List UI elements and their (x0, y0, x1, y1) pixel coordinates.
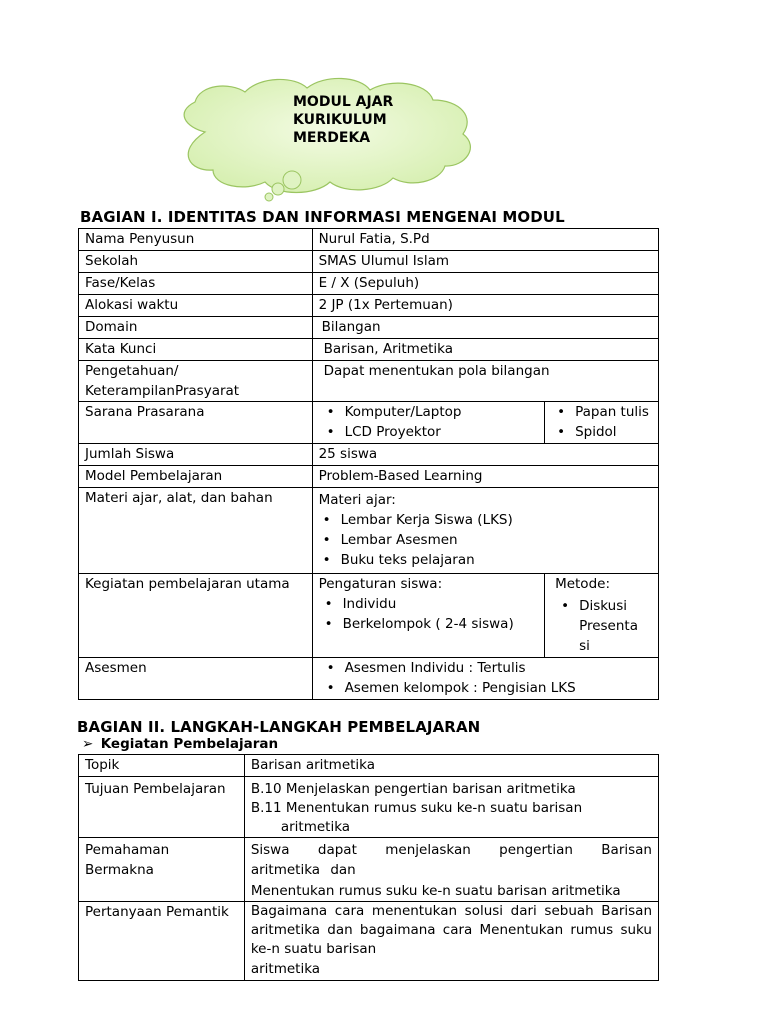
row-value (244, 838, 658, 902)
row-value: 25 siswa (312, 444, 658, 466)
objective-item (251, 779, 652, 799)
objective-text: Menjelaskan pengertian barisan aritmetika (285, 781, 576, 797)
objective-code: B.10 (250, 781, 282, 797)
row-label: Materi ajar, alat, dan bahan (79, 488, 313, 574)
row-label: Pertanyaan Pemantik (79, 902, 245, 981)
list-item: • Papan tulis (575, 402, 652, 422)
row-value (312, 574, 545, 658)
table-row (79, 229, 659, 251)
paragraph: aritmetika (250, 961, 321, 977)
cell-heading: Metode: (555, 576, 610, 592)
module-title (293, 93, 453, 147)
label-line: Pengetahuan/ (85, 363, 179, 379)
table-row (79, 295, 659, 317)
list-item: • Asemen kelompok : Pengisian LKS (345, 678, 652, 698)
table-row (79, 339, 659, 361)
row-label: Jumlah Siswa (79, 444, 313, 466)
objective-item (251, 799, 652, 837)
list-item: • Individu (343, 594, 539, 614)
row-label: Kegiatan pembelajaran utama (79, 574, 313, 658)
table-row (79, 902, 659, 981)
list-item-text: si (579, 638, 590, 654)
table-row (79, 402, 659, 444)
table-row (79, 755, 659, 777)
list-item: • Berkelompok ( 2-4 siswa) (343, 614, 539, 634)
row-value: 2 JP (1x Pertemuan) (312, 295, 658, 317)
activities-subheading (82, 736, 278, 752)
list-item: • LCD Proyektor (345, 422, 539, 442)
row-value: Barisan aritmetika (244, 755, 658, 777)
row-label (79, 361, 313, 402)
list-item: • Lembar Asesmen (341, 530, 652, 550)
table-row (79, 444, 659, 466)
row-value: Barisan, Aritmetika (312, 339, 658, 361)
row-label: Sekolah (79, 251, 313, 273)
learning-steps-table (78, 754, 659, 981)
arrow-bullet-icon: ➢ (82, 736, 94, 752)
objective-code: B.11 (250, 800, 282, 816)
subheading-text: Kegiatan Pembelajaran (100, 736, 279, 752)
row-value (244, 777, 658, 838)
table-row (79, 658, 659, 700)
row-value (244, 902, 658, 981)
row-value (312, 488, 658, 574)
row-value (545, 574, 659, 658)
identity-table (78, 228, 659, 700)
paragraph: Bagaimana cara menentukan solusi dari sebuah Barisan aritmetika dan bagaimana cara Menentukan rumus suku ke-n suatu barisan (250, 903, 652, 957)
row-label: Sarana Prasarana (79, 402, 313, 444)
title-line: MERDEKA (293, 130, 371, 146)
label-line: Bermakna (85, 862, 154, 878)
row-label: Tujuan Pembelajaran (79, 777, 245, 838)
list-item (579, 616, 652, 636)
list-item: • Diskusi (579, 596, 652, 616)
row-value (312, 658, 658, 700)
row-value: Nurul Fatia, S.Pd (312, 229, 658, 251)
paragraph: Menentukan rumus suku ke-n suatu barisan aritmetika (250, 883, 621, 899)
table-row (79, 251, 659, 273)
row-value (545, 402, 659, 444)
table-row (79, 777, 659, 838)
list-item: • Buku teks pelajaran (341, 550, 652, 570)
section2-heading: BAGIAN II. LANGKAH-LANGKAH PEMBELAJARAN (77, 718, 481, 736)
row-label: Asesmen (79, 658, 313, 700)
row-label: Fase/Kelas (79, 273, 313, 295)
label-line: Pemahaman (85, 842, 170, 858)
list-item: • Spidol (575, 422, 652, 442)
row-value: SMAS Ulumul Islam (312, 251, 658, 273)
paragraph: Siswa dapat menjelaskan pengertian Barisan aritmetika dan (250, 842, 652, 878)
list-item: • Asesmen Individu : Tertulis (345, 658, 652, 678)
title-line: KURIKULUM (293, 112, 387, 128)
row-label (79, 838, 245, 902)
row-value: Dapat menentukan pola bilangan (312, 361, 658, 402)
list-item-text: Presenta (579, 618, 638, 634)
row-label: Domain (79, 317, 313, 339)
list-item: • Lembar Kerja Siswa (LKS) (341, 510, 652, 530)
table-row (79, 317, 659, 339)
title-line: MODUL AJAR (293, 94, 394, 110)
row-value: Bilangan (312, 317, 658, 339)
label-line: KeterampilanPrasyarat (85, 383, 240, 399)
list-item (579, 636, 652, 656)
row-label: Nama Penyusun (79, 229, 313, 251)
row-value: E / X (Sepuluh) (312, 273, 658, 295)
row-value (312, 402, 545, 444)
cell-heading: Pengaturan siswa: (318, 576, 443, 592)
row-label: Model Pembelajaran (79, 466, 313, 488)
objective-text: Menentukan rumus suku ke-n suatu barisan (285, 800, 583, 816)
row-label: Alokasi waktu (79, 295, 313, 317)
row-label: Kata Kunci (79, 339, 313, 361)
table-row (79, 273, 659, 295)
section1-heading: BAGIAN I. IDENTITAS DAN INFORMASI MENGENAI MODUL (80, 208, 565, 226)
table-row (79, 838, 659, 902)
row-value: Problem-Based Learning (312, 466, 658, 488)
list-item: • Komputer/Laptop (345, 402, 539, 422)
cell-heading: Materi ajar: (318, 492, 396, 508)
objective-cont: aritmetika (280, 819, 351, 835)
table-row (79, 488, 659, 574)
table-row (79, 361, 659, 402)
table-row (79, 574, 659, 658)
table-row (79, 466, 659, 488)
row-label: Topik (79, 755, 245, 777)
